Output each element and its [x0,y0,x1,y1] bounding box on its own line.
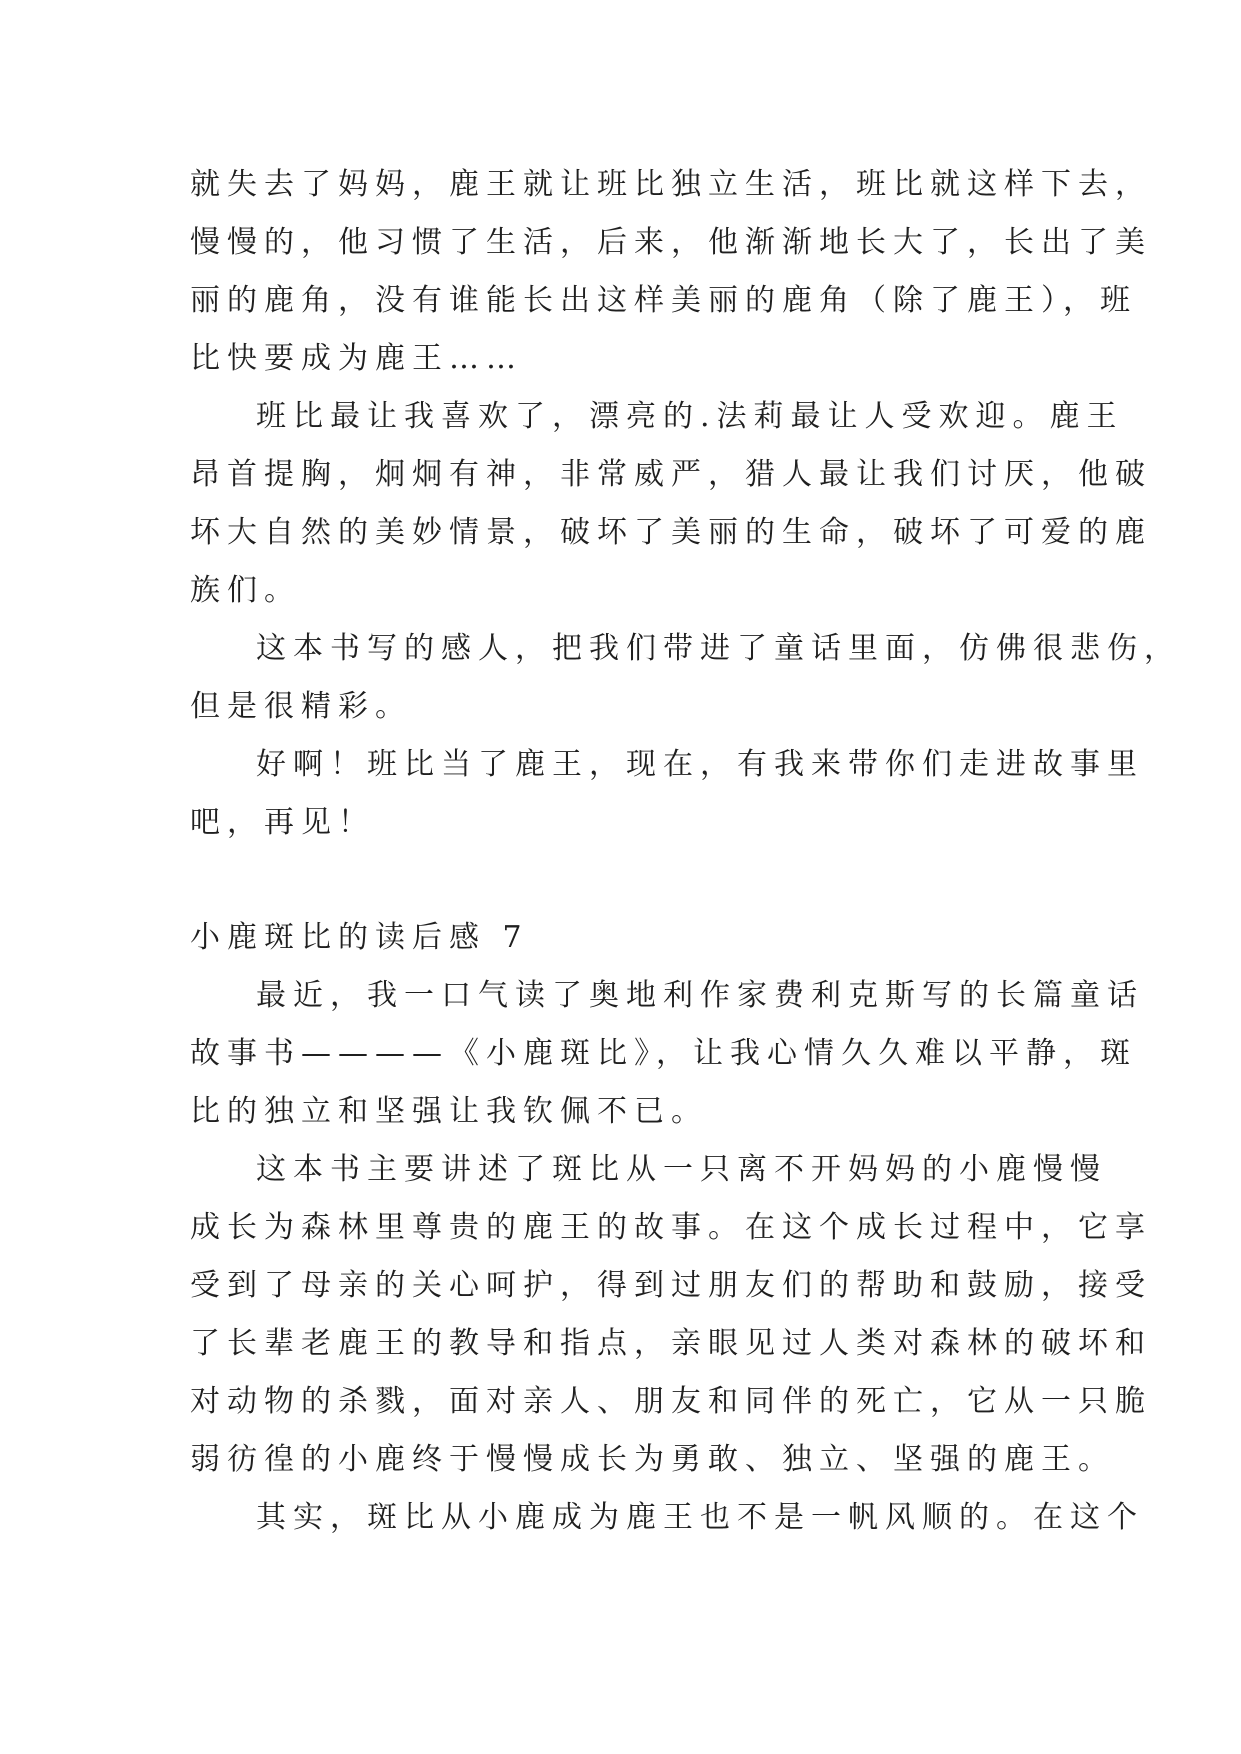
paragraph-line: 受到了母亲的关心呵护，得到过朋友们的帮助和鼓励，接受 [190,1268,1152,1303]
paragraph-line: 比的独立和坚强让我钦佩不已。 [190,1094,708,1129]
paragraph-line: 族们。 [190,573,301,608]
paragraph-line: 丽的鹿角，没有谁能长出这样美丽的鹿角（除了鹿王），班 [190,283,1137,318]
paragraph-line: 故事书————《小鹿斑比》，让我心情久久难以平静，斑 [190,1036,1137,1071]
paragraph-first-line: 班比最让我喜欢了，漂亮的.法莉最让人受欢迎。鹿王 [256,399,1124,434]
paragraph-line: 坏大自然的美妙情景，破坏了美丽的生命，破坏了可爱的鹿 [190,515,1152,550]
paragraph-first-line: 好啊！班比当了鹿王，现在，有我来带你们走进故事里 [256,747,1144,782]
paragraph-line: 慢慢的，他习惯了生活，后来，他渐渐地长大了，长出了美 [190,225,1152,260]
paragraph-line: 对动物的杀戮，面对亲人、朋友和同伴的死亡，它从一只脆 [190,1384,1152,1419]
paragraph-line: 吧，再见！ [190,805,375,840]
paragraph-line: 比快要成为鹿王…… [190,341,523,376]
paragraph-first-line: 其实，斑比从小鹿成为鹿王也不是一帆风顺的。在这个 [256,1500,1144,1535]
paragraph-first-line: 这本书写的感人，把我们带进了童话里面，仿佛很悲伤， [256,631,1181,666]
paragraph-first-line: 这本书主要讲述了斑比从一只离不开妈妈的小鹿慢慢 [256,1152,1107,1187]
paragraph-line: 了长辈老鹿王的教导和指点，亲眼见过人类对森林的破坏和 [190,1326,1152,1361]
paragraph-line: 弱彷徨的小鹿终于慢慢成长为勇敢、独立、坚强的鹿王。 [190,1442,1115,1477]
section-heading: 小鹿斑比的读后感 7 [190,920,529,955]
paragraph-line: 就失去了妈妈，鹿王就让班比独立生活，班比就这样下去， [190,167,1152,202]
paragraph-line: 但是很精彩。 [190,689,412,724]
essay-body [190,156,1181,1547]
paragraph-line: 昂首提胸，炯炯有神，非常威严，猎人最让我们讨厌，他破 [190,457,1152,492]
section-spacer [190,852,1070,909]
paragraph-line: 成长为森林里尊贵的鹿王的故事。在这个成长过程中，它享 [190,1210,1152,1245]
paragraph-first-line: 最近，我一口气读了奥地利作家费利克斯写的长篇童话 [256,978,1144,1013]
